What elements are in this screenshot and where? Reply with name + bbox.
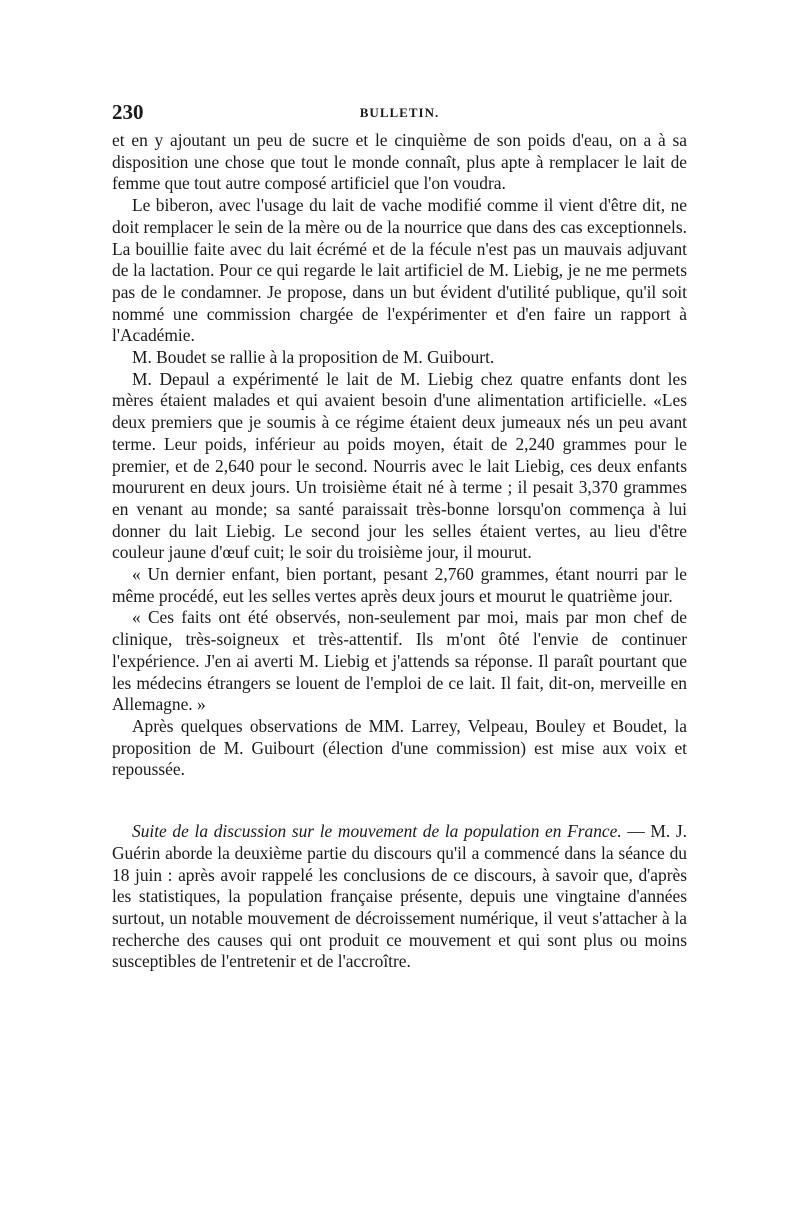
page-header <box>112 96 687 130</box>
body-text <box>112 130 687 781</box>
paragraph-continuation: et en y ajoutant un peu de sucre et le cinquième de son poids d'eau, on a à sa disposition une chose que tout le monde connaît, plus apte à remplacer le lait de femme que tout autre composé artificiel que l'on voudra. <box>112 130 687 194</box>
section-dash: — <box>621 821 645 842</box>
paragraph-biberon: Le biberon, avec l'usage du lait de vache modifié comme il vient d'être dit, ne doit remplacer le sein de la mère ou de la nourrice que dans des cas exceptionnels. La bouillie faite avec du lait écrémé et de la fécule n'est pas un mauvais adjuvant de la lactation. Pour ce qui regarde le lait artificiel de M. Liebig, je ne me permets pas de le condamner. Je propose, dans un but évident d'utilité publique, qu'il soit nommé une commission chargée de l'expérimenter et d'en faire un rapport à l'Académie. <box>112 195 687 346</box>
running-title: BULLETIN. <box>359 105 440 120</box>
page-number: 230 <box>112 100 144 124</box>
paragraph-vote: Après quelques observations de MM. Larrey, Velpeau, Bouley et Boudet, la proposition de M. Guibourt (élection d'une commission) est mise aux voix et repoussée. <box>112 715 687 780</box>
page <box>112 96 687 973</box>
paragraph-boudet: M. Boudet se rallie à la proposition de M. Guibourt. <box>132 347 495 368</box>
paragraph-dernier-enfant: « Un dernier enfant, bien portant, pesant 2,760 grammes, étant nourri par le même procédé, eut les selles vertes après deux jours et mourut le quatrième jour. <box>112 564 687 606</box>
paragraph-faits-observes: « Ces faits ont été observés, non-seulement par moi, mais par mon chef de clinique, très-soigneux et très-attentif. Ils m'ont ôté l'envie de continuer l'expérience. J'en ai averti M. Liebig et j'attends sa réponse. Il paraît pourtant que les médecins étrangers se louent de l'emploi de ce lait. Il fait, dit-on, merveille en Allemagne. » <box>112 607 687 715</box>
section-text: M. J. Guérin aborde la deuxième partie du discours qu'il a commencé dans la séance du 18 juin : après avoir rappelé les conclusions de ce discours, à savoir que, d'après les statistiques, la population française présente, depuis une vingtaine d'années surtout, un notable mouvement de décroissement numérique, il veut s'attacher à la recherche des causes qui ont produit ce mouvement et qui sont plus ou moins susceptibles de l'entretenir et de l'accroître. <box>112 821 687 972</box>
section-title: Suite de la discussion sur le mouvement de la population en France. <box>132 821 622 842</box>
section-spacer <box>112 781 687 821</box>
section-paragraph <box>112 821 687 973</box>
paragraph-depaul: M. Depaul a expérimenté le lait de M. Liebig chez quatre enfants dont les mères étaient malades et qui avaient besoin d'une alimentation artificielle. «Les deux premiers que je soumis à ce régime étaient deux jumeaux nés un peu avant terme. Leur poids, inférieur au poids moyen, était de 2,240 grammes pour le premier, et de 2,640 pour le second. Nourris avec le lait Liebig, ces deux enfants moururent en deux jours. Un troisième était né à terme ; il pesait 3,370 grammes en venant au monde; sa santé paraissait très-bonne lorsqu'on commença à lui donner du lait Liebig. Le second jour les selles étaient vertes, au lieu d'être couleur jaune d'œuf cuit; le soir du troisième jour, il mourut. <box>112 368 687 563</box>
